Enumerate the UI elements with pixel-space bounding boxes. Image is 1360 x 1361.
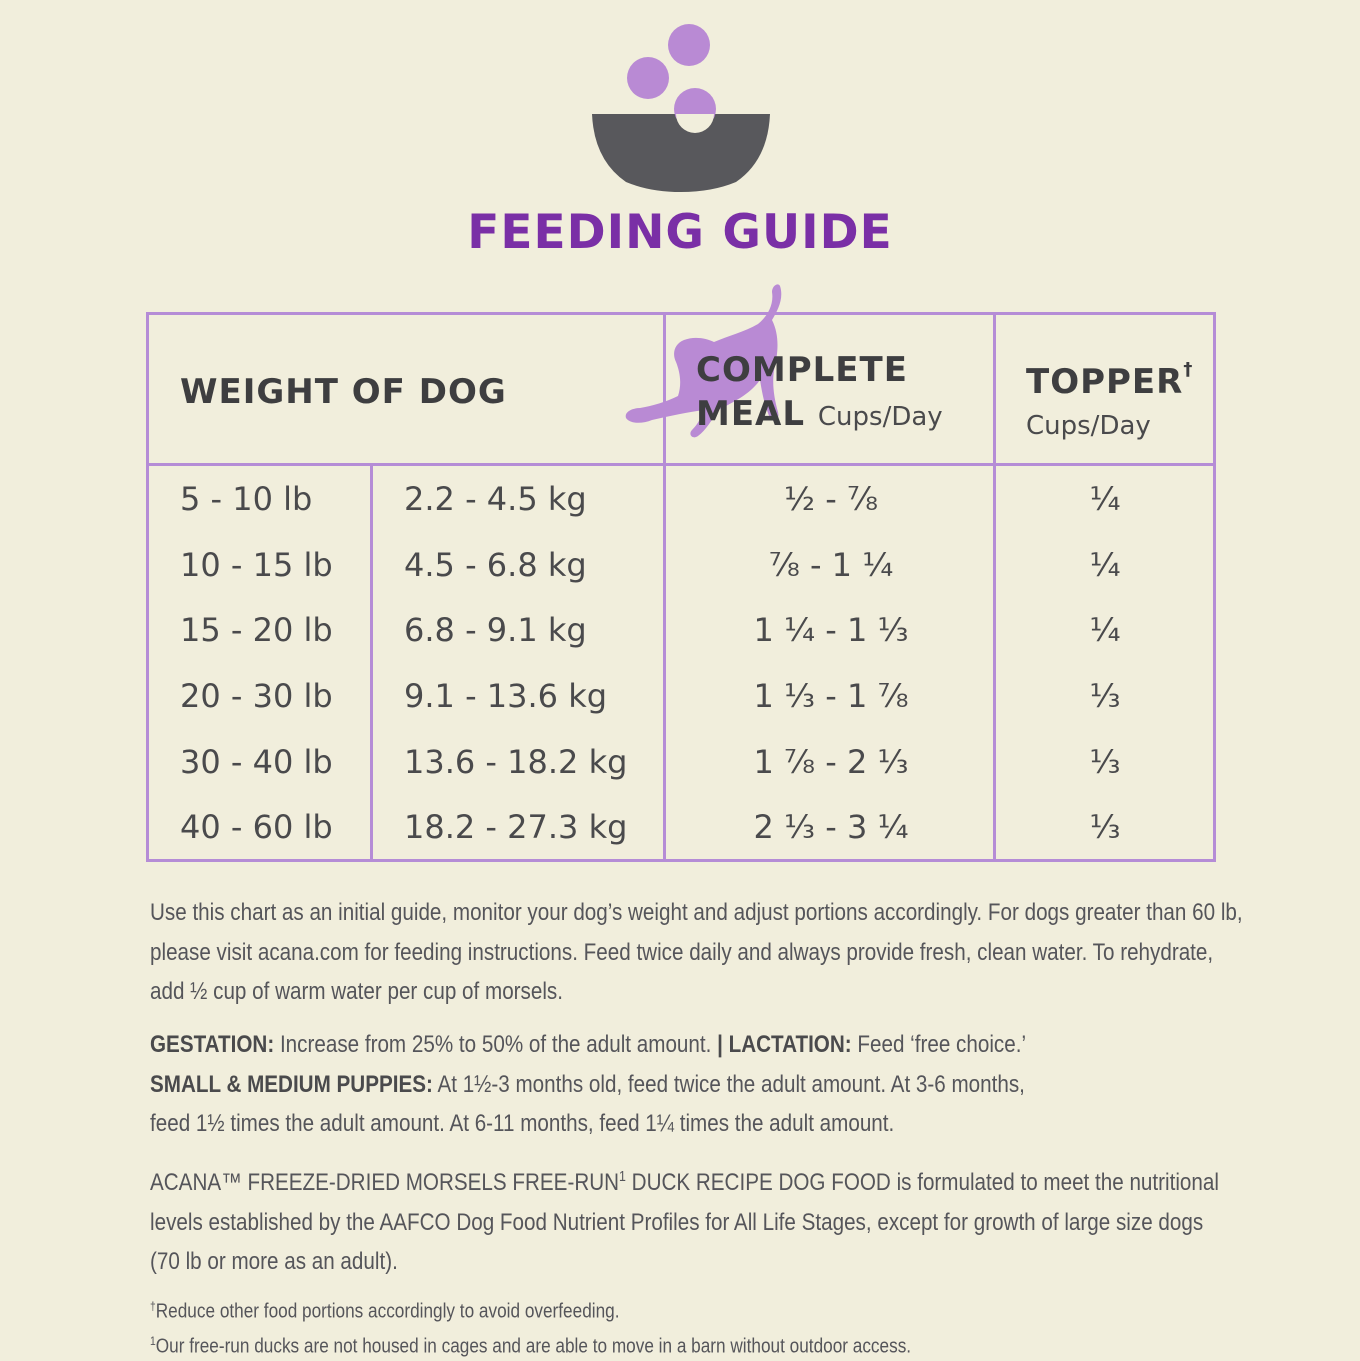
footnote-mark: † (150, 1299, 156, 1313)
table-row (146, 663, 1216, 729)
aafco-statement (150, 1158, 1251, 1282)
usage-note-line: please visit acana.com for feeding instructions. Feed twice daily and always provide fresh, clean water. To rehydrate, (150, 938, 1214, 966)
aafco-sup: 1 (619, 1169, 626, 1185)
aafco-line: levels established by the AAFCO Dog Food Nutrient Profiles for All Life Stages, except for growth of large size dogs (150, 1208, 1204, 1236)
footnote (150, 1327, 1251, 1361)
header-weight-of-dog: WEIGHT OF DOG (180, 372, 507, 412)
page-title: FEEDING GUIDE (467, 205, 893, 260)
cell-weight-kg: 9.1 - 13.6 kg (404, 677, 608, 715)
cell-weight-lb: 30 - 40 lb (180, 743, 333, 781)
cell-weight-kg: 13.6 - 18.2 kg (404, 743, 628, 781)
cell-meal: ⅞ - 1 ¼ (768, 546, 894, 584)
cell-weight-kg: 6.8 - 9.1 kg (404, 611, 587, 649)
gestation-label: GESTATION: (150, 1031, 275, 1058)
header-topper-unit: Cups/Day (1026, 411, 1151, 441)
cell-topper: ⅓ (1089, 808, 1121, 846)
gestation-note (150, 1025, 1251, 1144)
cell-weight-lb: 20 - 30 lb (180, 677, 333, 715)
cell-meal: 1 ¼ - 1 ⅓ (753, 611, 909, 649)
cell-meal: ½ - ⅞ (784, 480, 878, 518)
cell-weight-kg: 2.2 - 4.5 kg (404, 480, 587, 518)
header-topper (1026, 348, 1193, 448)
header-topper-word: TOPPER (1026, 362, 1184, 402)
footnote-text: Our free-run ducks are not housed in cages and are able to move in a barn without outdoor access. (155, 1335, 912, 1358)
header-topper-mark: † (1183, 359, 1194, 380)
header-complete-meal (696, 348, 943, 439)
cell-weight-kg: 4.5 - 6.8 kg (404, 546, 587, 584)
feeding-table (146, 312, 1216, 862)
usage-note-line: add ½ cup of warm water per cup of morsels. (150, 978, 563, 1005)
cell-topper: ¼ (1089, 546, 1121, 584)
puppies-line (150, 1065, 1251, 1105)
footnotes (150, 1292, 1251, 1361)
table-row (146, 729, 1216, 795)
header-meal-line1: COMPLETE (696, 350, 908, 390)
aafco-text-a: ACANA™ FREEZE-DRIED MORSELS FREE-RUN (150, 1169, 620, 1196)
header-topper-line1 (1026, 348, 1193, 404)
table-row (146, 794, 1216, 860)
puppies-line-2: feed 1½ times the adult amount. At 6-11 months, feed 1¼ times the adult amount. (150, 1110, 895, 1137)
header-meal-line2 (696, 392, 943, 439)
cell-weight-lb: 40 - 60 lb (180, 808, 333, 846)
lactation-label: | LACTATION: (717, 1031, 852, 1058)
header-meal-word: MEAL (696, 394, 806, 434)
cell-weight-kg: 18.2 - 27.3 kg (404, 808, 628, 846)
cell-weight-lb: 5 - 10 lb (180, 480, 313, 518)
usage-note (150, 893, 1251, 1012)
header-meal-unit: Cups/Day (817, 402, 943, 432)
puppies-text: At 1½-3 months old, feed twice the adult amount. At 3-6 months, (432, 1070, 1025, 1098)
aafco-text-b: DUCK RECIPE DOG FOOD is formulated to meet the nutritional (625, 1169, 1219, 1196)
gestation-text: Increase from 25% to 50% of the adult amount. (274, 1031, 718, 1058)
usage-note-line: Use this chart as an initial guide, monitor your dog’s weight and adjust portions accordingly. For dogs greater than 60 lb, (150, 899, 1243, 926)
cell-topper: ⅓ (1089, 677, 1121, 715)
lactation-text: Feed ‘free choice.’ (851, 1031, 1027, 1058)
cell-meal: 1 ⅓ - 1 ⅞ (753, 677, 909, 715)
cell-topper: ⅓ (1089, 743, 1121, 781)
table-row (146, 597, 1216, 663)
footnote-text: Reduce other food portions accordingly to avoid overfeeding. (155, 1300, 620, 1323)
cell-topper: ¼ (1089, 611, 1121, 649)
cell-meal: 1 ⅞ - 2 ⅓ (753, 743, 909, 781)
cell-topper: ¼ (1089, 480, 1121, 518)
aafco-line: (70 lb or more as an adult). (150, 1248, 398, 1275)
footnote-mark: 1 (150, 1333, 156, 1348)
cell-weight-lb: 15 - 20 lb (180, 611, 333, 649)
table-row (146, 532, 1216, 598)
bowl-icon (585, 20, 775, 200)
gestation-line (150, 1025, 1251, 1065)
table-row (146, 466, 1216, 532)
cell-weight-lb: 10 - 15 lb (180, 546, 333, 584)
cell-meal: 2 ⅓ - 3 ¼ (753, 808, 909, 846)
aafco-line (150, 1158, 1251, 1203)
puppies-label: SMALL & MEDIUM PUPPIES: (150, 1070, 433, 1098)
footnote (150, 1292, 1251, 1327)
